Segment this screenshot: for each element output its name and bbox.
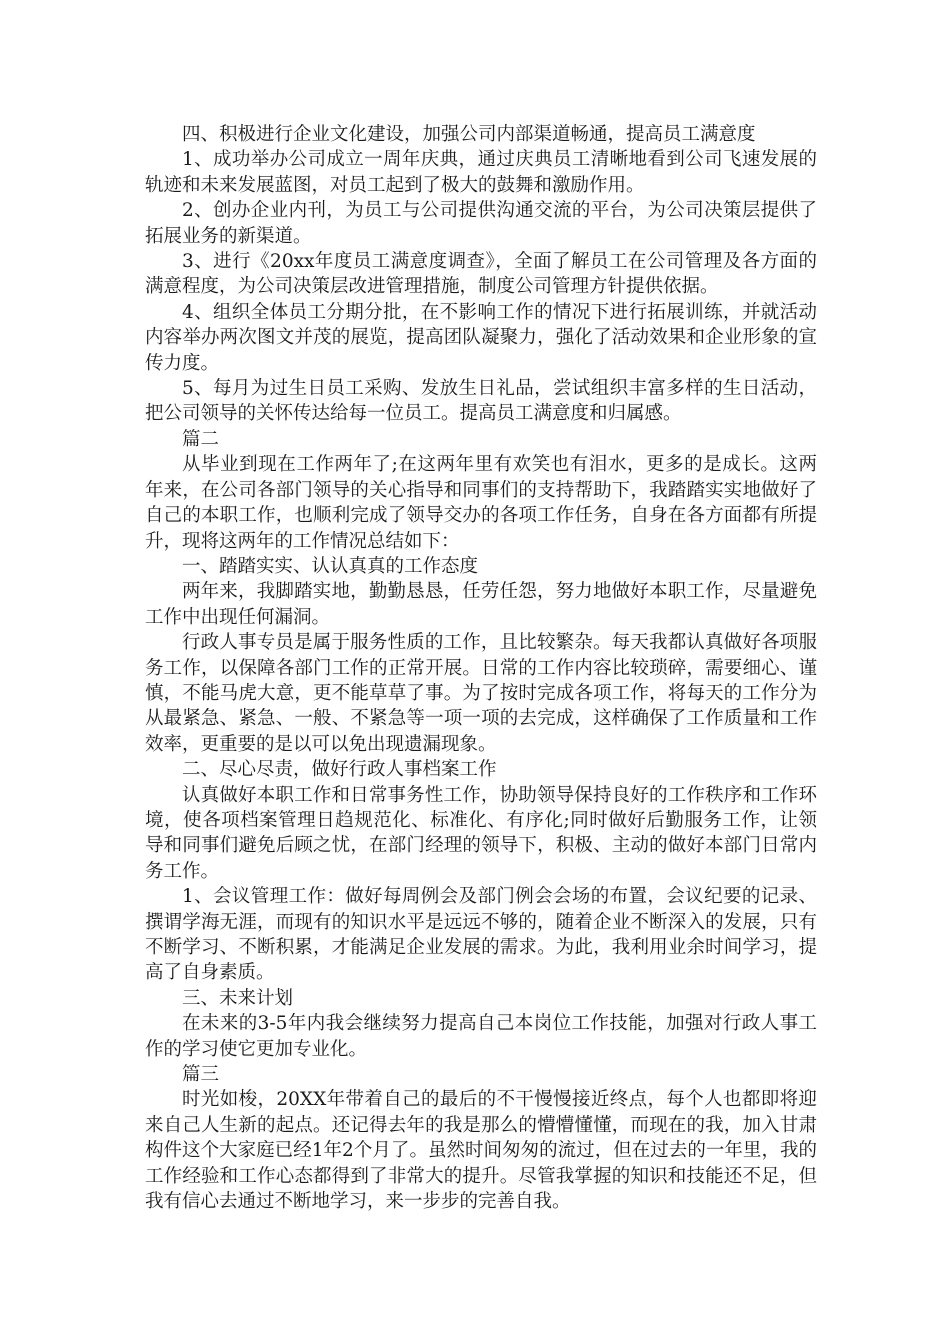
body-paragraph: 从毕业到现在工作两年了;在这两年里有欢笑也有泪水，更多的是成长。这两年来，在公司各部门领导的关心指导和同事们的支持帮助下，我踏踏实实地做好了自己的本职工作，也顺利完成了领导交办的各项工作任务，自身在各方面都有所提升，现将这两年的工作情况总结如下： — [145, 454, 817, 552]
list-item: 3、进行《20xx年度员工满意度调查》，全面了解员工在公司管理及各方面的满意程度，为公司决策层改进管理措施，制度公司管理方针提供依据。 — [145, 251, 817, 298]
part-title: 篇二 — [182, 428, 220, 450]
section-heading: 四、积极进行企业文化建设，加强公司内部渠道畅通，提高员工满意度 — [182, 124, 756, 145]
list-item: 4、组织全体员工分期分批，在不影响工作的情况下进行拓展训练，并就活动内容举办两次图文并茂的展览，提高团队凝聚力，强化了活动效果和企业形象的宣传力度。 — [145, 301, 817, 374]
body-paragraph: 行政人事专员是属于服务性质的工作，且比较繁杂。每天我都认真做好各项服务工作，以保障各部门工作的正常开展。日常的工作内容比较琐碎，需要细心、谨慎，不能马虎大意，更不能草草了事。为了按时完成各项工作，将每天的工作分为从最紧急、紧急、一般、不紧急等一项一项的去完成，这样确保了工作质量和工作效率，更重要的是以可以免出现遗漏现象。 — [145, 632, 817, 755]
section-heading: 一、踏踏实实、认认真真的工作态度 — [182, 555, 479, 577]
list-item: 1、成功举办公司成立一周年庆典，通过庆典员工清晰地看到公司飞速发展的轨迹和未来发展蓝图，对员工起到了极大的鼓舞和激励作用。 — [145, 149, 817, 196]
section-heading: 二、尽心尽责，做好行政人事档案工作 — [182, 759, 497, 781]
part-title: 篇三 — [182, 1064, 220, 1086]
body-paragraph: 在未来的3-5年内我会继续努力提高自己本岗位工作技能，加强对行政人事工作的学习使它更加专业化。 — [145, 1013, 817, 1060]
body-paragraph: 两年来，我脚踏实地，勤勤恳恳，任劳任怨，努力地做好本职工作，尽量避免工作中出现任何漏洞。 — [145, 581, 817, 628]
body-paragraph: 认真做好本职工作和日常事务性工作，协助领导保持良好的工作秩序和工作环境，使各项档案管理日趋规范化、标准化、有序化;同时做好后勤服务工作，让领导和同事们避免后顾之忧，在部门经理的领导下，积极、主动的做好本部门日常内务工作。 — [145, 784, 817, 882]
section-heading: 三、未来计划 — [182, 987, 294, 1009]
list-item: 2、创办企业内刊，为员工与公司提供沟通交流的平台，为公司决策层提供了拓展业务的新渠道。 — [145, 200, 817, 247]
document-body — [145, 122, 817, 1214]
list-item: 5、每月为过生日员工采购、发放生日礼品，尝试组织丰富多样的生日活动，把公司领导的关怀传达给每一位员工。提高员工满意度和归属感。 — [145, 378, 817, 425]
body-paragraph: 时光如梭，20XX年带着自己的最后的不干慢慢接近终点，每个人也都即将迎来自己人生新的起点。还记得去年的我是那么的懵懵懂懂，而现在的我，加入甘肃构件这个大家庭已经1年2个月了。虽然时间匆匆的流过，但在过去的一年里，我的工作经验和工作心态都得到了非常大的提升。尽管我掌握的知识和技能还不足，但我有信心去通过不断地学习，来一步步的完善自我。 — [145, 1089, 817, 1213]
list-item: 1、会议管理工作：做好每周例会及部门例会会场的布置，会议纪要的记录、撰谓学海无涯，而现有的知识水平是远远不够的，随着企业不断深入的发展，只有不断学习、不断积累，才能满足企业发展的需求。为此，我利用业余时间学习，提高了自身素质。 — [145, 886, 817, 984]
